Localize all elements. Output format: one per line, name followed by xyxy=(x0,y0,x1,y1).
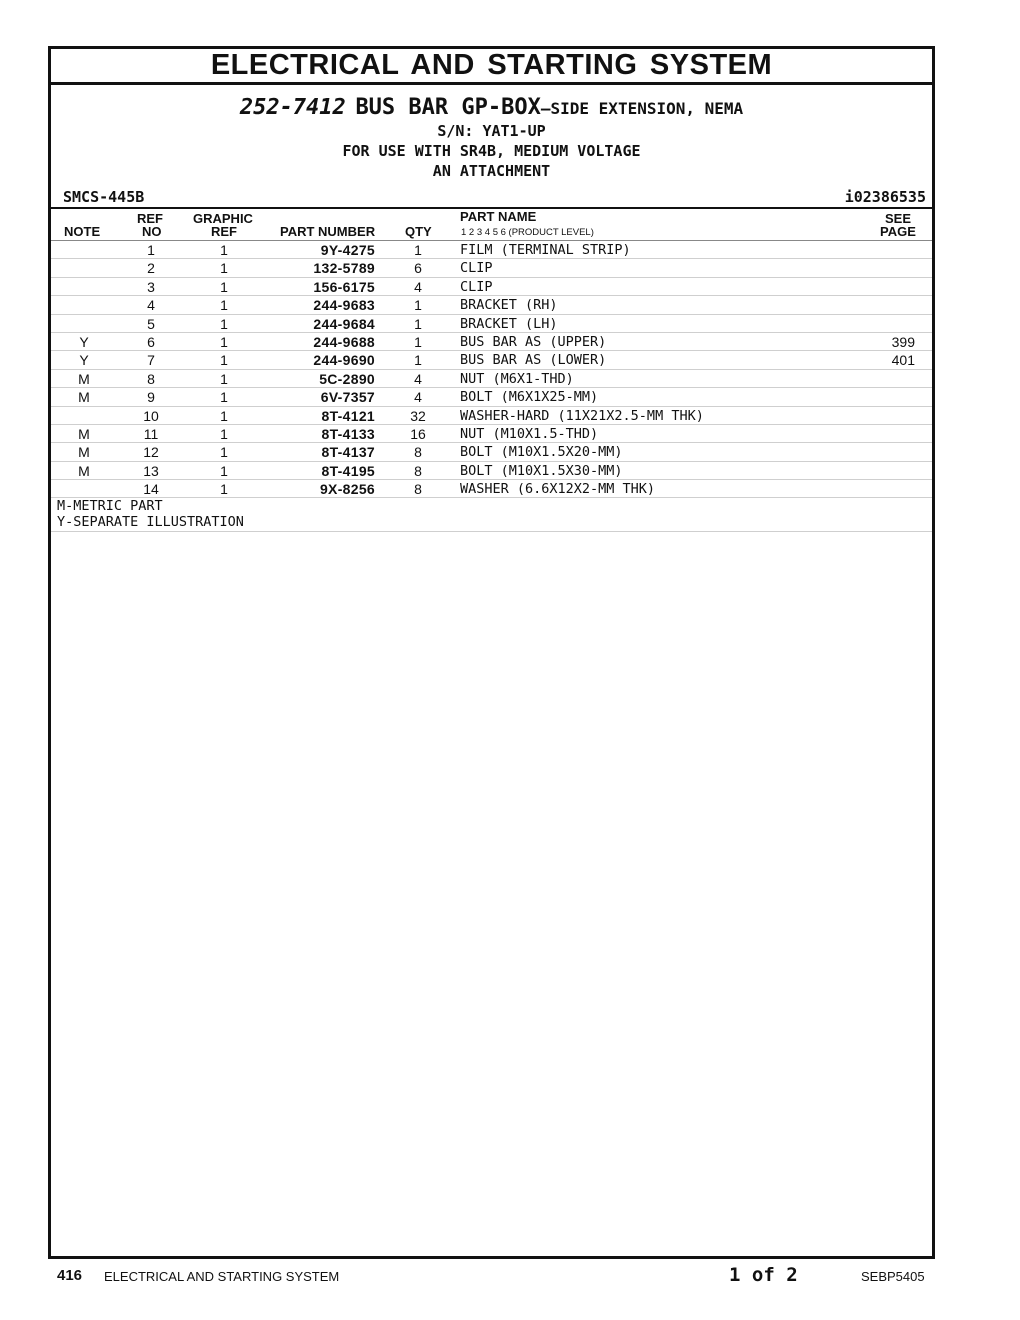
row-note: Y xyxy=(79,352,89,369)
parts-page-frame xyxy=(48,46,935,1259)
row-graphic-ref: 1 xyxy=(220,462,228,479)
row-part-name: CLIP xyxy=(460,278,493,295)
row-qty: 8 xyxy=(414,481,422,498)
row-ref-no: 1 xyxy=(147,242,155,258)
col-part-name: PART NAME xyxy=(460,209,537,224)
row-note: M xyxy=(78,370,90,387)
table-row xyxy=(51,462,932,480)
row-part-name: WASHER-HARD (11X21X2.5-MM THK) xyxy=(460,407,704,424)
group-part-number: 252-7412 xyxy=(239,95,346,120)
table-row xyxy=(51,278,932,296)
row-qty: 1 xyxy=(414,315,422,332)
row-qty: 1 xyxy=(414,352,422,369)
row-part-number: 6V-7357 xyxy=(320,389,375,406)
row-part-name: BRACKET (LH) xyxy=(460,315,558,332)
row-part-number: 156-6175 xyxy=(313,278,375,295)
notes-legend xyxy=(51,498,932,532)
row-graphic-ref: 1 xyxy=(220,278,228,295)
row-part-number: 244-9683 xyxy=(313,297,375,314)
col-graphic-top: GRAPHIC xyxy=(193,211,253,226)
row-part-name: BOLT (M6X1X25-MM) xyxy=(460,389,599,406)
page-footer xyxy=(0,1263,1020,1289)
row-ref-no: 3 xyxy=(147,278,155,295)
row-note: M xyxy=(78,389,90,406)
col-see-bottom: PAGE xyxy=(880,224,916,239)
row-qty: 4 xyxy=(414,278,422,295)
row-see-page: 401 xyxy=(891,352,915,369)
row-part-name: BOLT (M10X1.5X30-MM) xyxy=(460,462,623,479)
parts-table-body xyxy=(51,241,932,498)
row-part-number: 8T-4137 xyxy=(321,444,375,461)
row-ref-no: 11 xyxy=(143,425,159,442)
row-ref-no: 2 xyxy=(147,260,155,277)
attachment-note: AN ATTACHMENT xyxy=(432,162,551,180)
smcs-code: SMCS-445B xyxy=(63,188,145,206)
table-row xyxy=(51,296,932,314)
row-part-number: 244-9684 xyxy=(313,315,375,332)
row-qty: 16 xyxy=(410,425,426,442)
table-row xyxy=(51,259,932,277)
row-graphic-ref: 1 xyxy=(220,425,228,442)
legend-separate-illustration: Y-SEPARATE ILLUSTRATION xyxy=(57,513,244,530)
row-part-name: WASHER (6.6X12X2-MM THK) xyxy=(460,481,656,498)
row-graphic-ref: 1 xyxy=(220,370,228,387)
row-graphic-ref: 1 xyxy=(220,333,228,350)
table-row xyxy=(51,315,932,333)
row-graphic-ref: 1 xyxy=(220,242,228,258)
row-part-number: 9Y-4275 xyxy=(320,242,375,258)
row-ref-no: 13 xyxy=(143,462,159,479)
row-part-number: 244-9688 xyxy=(313,333,375,350)
row-qty: 4 xyxy=(414,370,422,387)
row-note: Y xyxy=(79,333,89,350)
col-see-top: SEE xyxy=(885,211,912,226)
group-header xyxy=(51,85,932,209)
row-note: M xyxy=(78,444,90,461)
row-graphic-ref: 1 xyxy=(220,315,228,332)
row-graphic-ref: 1 xyxy=(220,407,228,424)
table-row xyxy=(51,425,932,443)
row-part-name: BRACKET (RH) xyxy=(460,297,558,314)
serial-number: S/N: YAT1-UP xyxy=(437,122,546,140)
row-part-number: 8T-4133 xyxy=(321,425,375,442)
table-row xyxy=(51,370,932,388)
table-row xyxy=(51,388,932,406)
row-graphic-ref: 1 xyxy=(220,481,228,498)
row-ref-no: 4 xyxy=(147,297,155,314)
group-name: BUS BAR GP-BOX xyxy=(355,95,541,120)
row-ref-no: 10 xyxy=(143,407,159,424)
usage-note: FOR USE WITH SR4B, MEDIUM VOLTAGE xyxy=(342,142,641,160)
row-part-name: BUS BAR AS (LOWER) xyxy=(460,352,607,369)
row-see-page: 399 xyxy=(891,333,915,350)
row-part-name: NUT (M10X1.5-THD) xyxy=(460,425,599,442)
row-qty: 8 xyxy=(414,444,422,461)
row-ref-no: 6 xyxy=(147,333,155,350)
section-title: ELECTRICAL AND STARTING SYSTEM xyxy=(51,49,932,85)
row-graphic-ref: 1 xyxy=(220,260,228,277)
row-ref-no: 12 xyxy=(143,444,159,461)
row-part-number: 244-9690 xyxy=(313,352,375,369)
row-part-name: BOLT (M10X1.5X20-MM) xyxy=(460,444,623,461)
row-qty: 8 xyxy=(414,462,422,479)
row-graphic-ref: 1 xyxy=(220,352,228,369)
row-part-number: 8T-4121 xyxy=(321,407,375,424)
col-note: NOTE xyxy=(64,224,101,239)
col-qty: QTY xyxy=(405,224,432,239)
row-part-name: NUT (M6X1-THD) xyxy=(460,370,574,387)
row-ref-no: 5 xyxy=(147,315,155,332)
group-title xyxy=(51,95,932,120)
row-part-number: 9X-8256 xyxy=(319,481,375,498)
col-graphic-bottom: REF xyxy=(211,224,237,239)
row-part-number: 8T-4195 xyxy=(321,462,375,479)
row-qty: 1 xyxy=(414,333,422,350)
col-part-number: PART NUMBER xyxy=(280,224,376,239)
group-subtitle: —SIDE EXTENSION, NEMA xyxy=(540,99,744,118)
row-ref-no: 9 xyxy=(147,389,155,406)
table-row xyxy=(51,333,932,351)
row-ref-no: 14 xyxy=(143,481,159,498)
col-product-levels: 1 2 3 4 5 6 (PRODUCT LEVEL) xyxy=(461,227,594,238)
row-qty: 1 xyxy=(414,297,422,314)
row-part-name: FILM (TERMINAL STRIP) xyxy=(460,242,631,258)
footer-section: ELECTRICAL AND STARTING SYSTEM xyxy=(104,1269,340,1284)
row-part-number: 132-5789 xyxy=(313,260,375,277)
table-row xyxy=(51,241,932,259)
row-qty: 1 xyxy=(414,242,422,258)
table-row xyxy=(51,351,932,369)
row-qty: 6 xyxy=(414,260,422,277)
col-ref-no-bottom: NO xyxy=(142,224,162,239)
footer-page-number: 416 xyxy=(57,1267,83,1284)
row-part-name: BUS BAR AS (UPPER) xyxy=(460,333,607,350)
row-note: M xyxy=(78,462,90,479)
footer-doc-id: SEBP5405 xyxy=(861,1269,925,1284)
table-row xyxy=(51,407,932,425)
table-row xyxy=(51,443,932,461)
legend-metric: M-METRIC PART xyxy=(57,498,163,515)
row-graphic-ref: 1 xyxy=(220,444,228,461)
footer-sheet: 1 of 2 xyxy=(729,1264,798,1286)
row-note: M xyxy=(78,425,90,442)
row-ref-no: 8 xyxy=(147,370,155,387)
row-qty: 32 xyxy=(410,407,426,424)
col-ref-no-top: REF xyxy=(137,211,163,226)
row-ref-no: 7 xyxy=(147,352,155,369)
row-part-number: 5C-2890 xyxy=(319,370,375,387)
table-header xyxy=(51,209,932,241)
row-graphic-ref: 1 xyxy=(220,297,228,314)
table-row xyxy=(51,480,932,498)
row-graphic-ref: 1 xyxy=(220,389,228,406)
row-part-name: CLIP xyxy=(460,260,493,277)
illustration-id: i02386535 xyxy=(844,188,926,206)
row-qty: 4 xyxy=(414,389,422,406)
